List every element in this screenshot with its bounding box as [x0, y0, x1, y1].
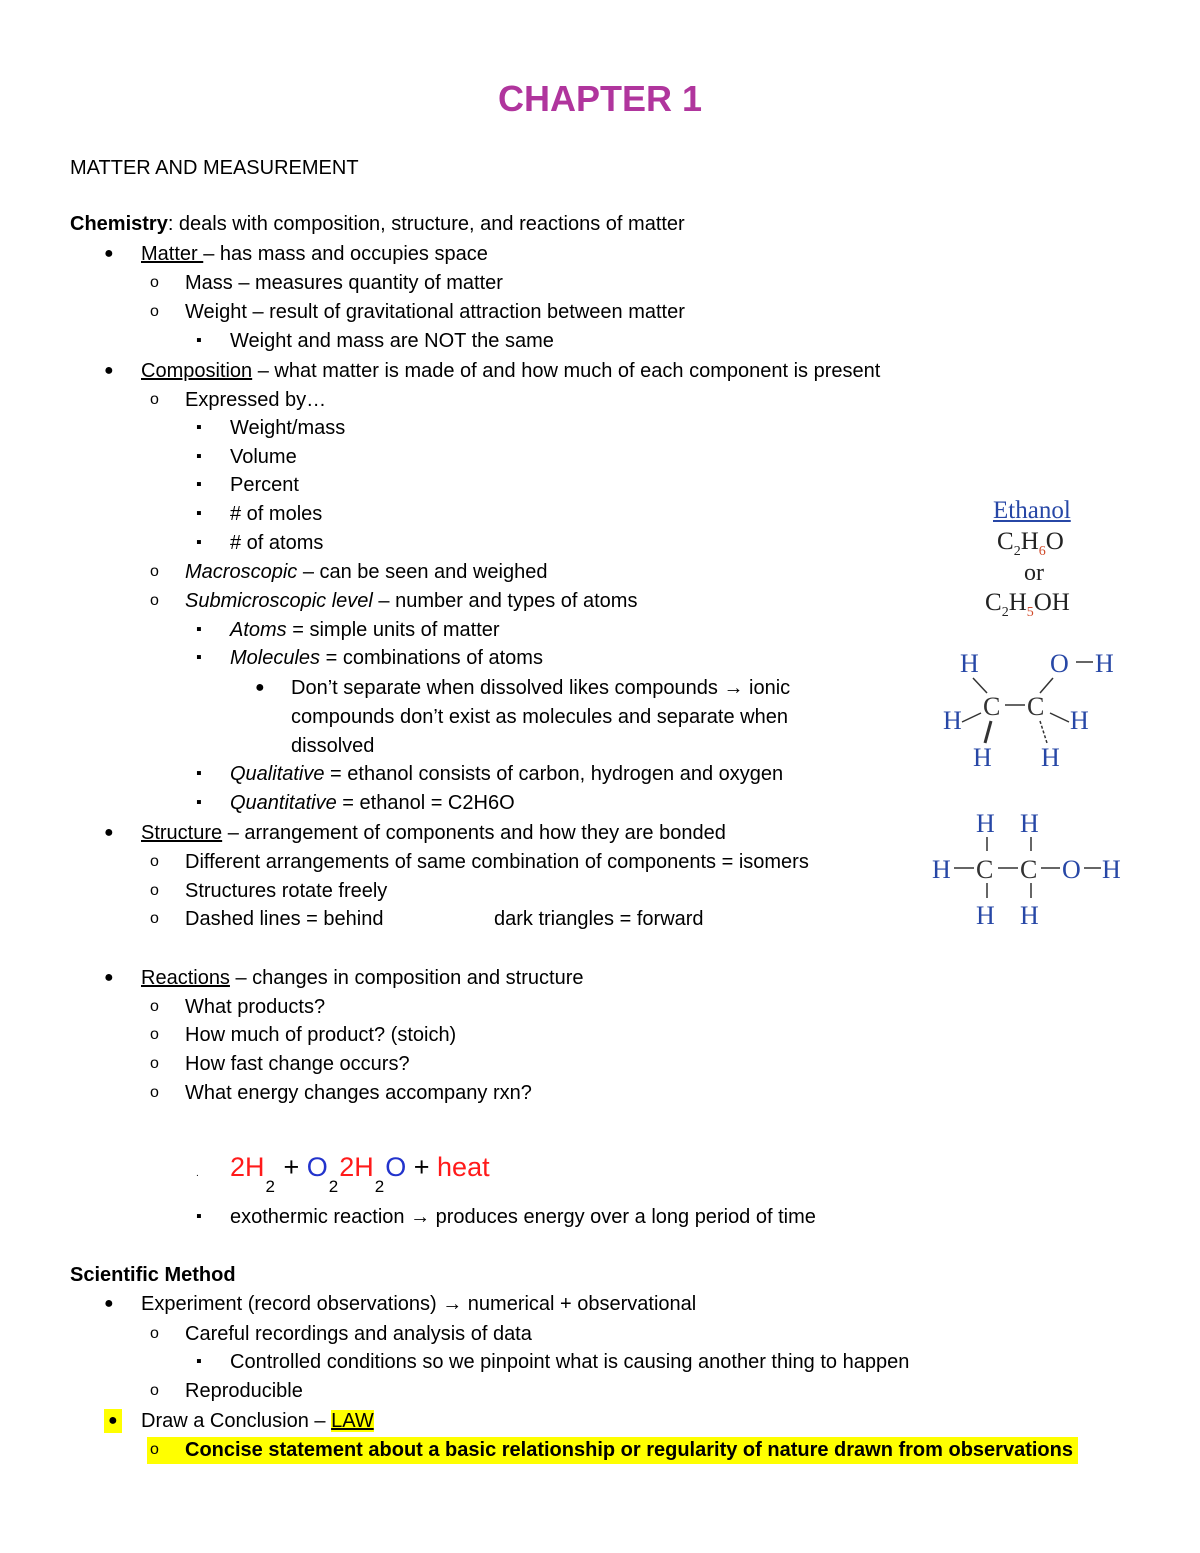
circle-bullet-icon: o — [150, 882, 159, 899]
triangles-item: dark triangles = forward — [494, 908, 704, 930]
chemistry-definition — [70, 212, 685, 236]
atom-c: C — [983, 692, 1001, 721]
conclusion-label: Draw a Conclusion – — [141, 1410, 332, 1432]
list-item: Percent — [230, 474, 299, 496]
atom-c: C — [1027, 692, 1045, 721]
circle-bullet-icon: o — [150, 592, 159, 609]
square-bullet-icon: ▪ — [196, 621, 202, 638]
bond — [1040, 678, 1053, 693]
isomers-item: Different arrangements of same combination of components = isomers — [185, 851, 809, 873]
list-item: Volume — [230, 446, 297, 468]
atom-h: H — [976, 901, 995, 930]
bullet-icon: ● — [104, 245, 114, 262]
atoms-def: = simple units of matter — [286, 619, 500, 641]
bullet-icon: ● — [255, 679, 265, 696]
square-bullet-icon: ▪ — [196, 649, 202, 666]
bond — [1050, 713, 1069, 722]
square-bullet-icon: ▪ — [196, 765, 202, 782]
matter-def: – has mass and occupies space — [203, 243, 488, 265]
macroscopic-def: – can be seen and weighed — [297, 561, 548, 583]
page-title: CHAPTER 1 — [497, 78, 703, 119]
eq-sub: 2 — [374, 1177, 385, 1197]
list-item: Weight/mass — [230, 417, 346, 439]
mass-item: Mass – measures quantity of matter — [185, 272, 503, 294]
list-item: # of atoms — [230, 532, 324, 554]
qualitative-term: Qualitative — [230, 763, 325, 785]
atom-h: H — [1020, 809, 1039, 838]
reactions-item — [141, 966, 583, 990]
atom-c: C — [976, 855, 994, 884]
f2-oh: OH — [1033, 589, 1070, 616]
dashed-bond — [1040, 721, 1047, 743]
quantitative-term: Quantitative — [230, 792, 337, 814]
section-heading-matter-measurement: MATTER AND MEASUREMENT — [70, 157, 359, 179]
circle-bullet-icon: o — [150, 1026, 159, 1043]
atoms-term: Atoms — [230, 619, 287, 641]
atom-o: O — [1050, 649, 1069, 678]
chemistry-def: : deals with composition, structure, and reactions of matter — [167, 213, 685, 235]
quantitative-item — [230, 791, 515, 815]
atom-h: H — [1102, 855, 1121, 884]
experiment-item: Experiment (record observations) → numerical + observational — [141, 1293, 697, 1315]
f1-c: C — [997, 528, 1014, 555]
exothermic-item: exothermic reaction → produces energy over a long period of time — [230, 1206, 816, 1228]
controlled-item: Controlled conditions so we pinpoint what is causing another thing to happen — [230, 1351, 910, 1373]
circle-bullet-icon: o — [150, 1084, 159, 1101]
dissolve-line-3: dissolved — [291, 735, 375, 757]
atom-h: H — [976, 809, 995, 838]
composition-item — [141, 359, 880, 383]
eq-oxygen: O — [306, 1152, 328, 1182]
structure-item — [141, 821, 726, 845]
f2-c: C — [985, 589, 1002, 616]
expressed-by: Expressed by… — [185, 389, 327, 411]
eq-sub: 2 — [265, 1177, 275, 1197]
bullet-icon: ● — [104, 362, 114, 379]
atom-c: C — [1020, 855, 1038, 884]
dissolve-line-2: compounds don’t exist as molecules and separate when — [291, 706, 788, 728]
submicroscopic-term: Submicroscopic level — [185, 590, 373, 612]
law-term: LAW — [331, 1410, 374, 1432]
eq-water-o: O — [385, 1152, 407, 1182]
ethanol-formula-1 — [997, 528, 1064, 560]
square-bullet-icon: ▪ — [196, 1208, 202, 1225]
conclusion-item — [141, 1409, 374, 1433]
square-bullet-icon: ▪ — [196, 794, 202, 811]
f2-h: H — [1008, 589, 1027, 616]
list-item: How fast change occurs? — [185, 1053, 410, 1075]
weight-note: Weight and mass are NOT the same — [230, 330, 554, 352]
dashed-item: Dashed lines = behind — [185, 908, 384, 930]
circle-bullet-icon: o — [150, 998, 159, 1015]
square-bullet-icon: ▪ — [196, 448, 202, 465]
macroscopic-item — [185, 560, 547, 584]
chemistry-term: Chemistry — [70, 213, 168, 235]
concise-item: Concise statement about a basic relationship or regularity of nature drawn from observations — [185, 1439, 1073, 1461]
reaction-equation — [230, 1152, 490, 1197]
circle-bullet-icon: o — [150, 303, 159, 320]
ethanol-3d-structure-figure — [935, 645, 1125, 775]
qualitative-def: = ethanol consists of carbon, hydrogen and oxygen — [324, 763, 784, 785]
f1-h: H — [1020, 528, 1039, 555]
square-bullet-icon: ▪ — [196, 476, 202, 493]
circle-bullet-icon: o — [150, 1055, 159, 1072]
atom-h: H — [1095, 649, 1114, 678]
circle-bullet-icon: o — [150, 853, 159, 870]
quantitative-def: = ethanol = C2H6O — [336, 792, 515, 814]
macroscopic-term: Macroscopic — [185, 561, 298, 583]
small-bullet-icon: . — [196, 1168, 199, 1179]
circle-bullet-icon: o — [150, 910, 159, 927]
atom-h: H — [1020, 901, 1039, 930]
list-item: # of moles — [230, 503, 323, 525]
bullet-icon: ● — [104, 1295, 114, 1312]
molecules-item — [230, 646, 543, 670]
f2-sub: 5 — [1026, 605, 1034, 620]
qualitative-item — [230, 762, 783, 786]
molecules-def: = combinations of atoms — [320, 647, 543, 669]
bullet-icon: ● — [104, 969, 114, 986]
f1-sub: 6 — [1038, 544, 1046, 559]
molecules-term: Molecules — [230, 647, 321, 669]
eq-h2-coef: 2H — [230, 1152, 265, 1182]
weight-item: Weight – result of gravitational attraction between matter — [185, 301, 685, 323]
circle-bullet-icon: o — [150, 274, 159, 291]
ethanol-label: Ethanol — [993, 497, 1071, 524]
square-bullet-icon: ▪ — [196, 1353, 202, 1370]
circle-bullet-icon: o — [150, 391, 159, 408]
wedge-bond — [985, 721, 991, 743]
eq-water-h: 2H — [339, 1152, 374, 1182]
bond — [973, 678, 987, 693]
ethanol-flat-structure-figure — [930, 805, 1130, 930]
atom-h: H — [960, 649, 979, 678]
or-label: or — [1024, 560, 1044, 586]
eq-heat: heat — [437, 1152, 490, 1182]
atom-o: O — [1062, 855, 1081, 884]
f1-o: O — [1045, 528, 1064, 555]
eq-plus: + — [406, 1152, 438, 1182]
eq-sub: 2 — [328, 1177, 339, 1197]
list-item: What energy changes accompany rxn? — [185, 1082, 532, 1104]
circle-bullet-icon: o — [150, 1441, 159, 1458]
atom-h: H — [1041, 743, 1060, 772]
composition-def: – what matter is made of and how much of each component is present — [252, 360, 881, 382]
dissolve-line-1: Don’t separate when dissolved likes compounds → ionic — [291, 677, 791, 699]
circle-bullet-icon: o — [150, 1325, 159, 1342]
eq-plus: + — [275, 1152, 307, 1182]
f1-sub: 2 — [1013, 544, 1021, 559]
reproducible-item: Reproducible — [185, 1380, 303, 1402]
bond — [962, 713, 981, 722]
square-bullet-icon: ▪ — [196, 332, 202, 349]
bullet-icon: ● — [104, 824, 114, 841]
square-bullet-icon: ▪ — [196, 419, 202, 436]
f2-sub: 2 — [1001, 605, 1009, 620]
submicroscopic-item — [185, 589, 637, 613]
structure-term: Structure — [141, 822, 223, 844]
atoms-item — [230, 618, 500, 642]
circle-bullet-icon: o — [150, 1382, 159, 1399]
atom-h: H — [943, 706, 962, 735]
careful-item: Careful recordings and analysis of data — [185, 1323, 532, 1345]
list-item: What products? — [185, 996, 326, 1018]
reactions-def: – changes in composition and structure — [229, 967, 584, 989]
bullet-icon: ● — [104, 1409, 122, 1433]
submicroscopic-def: – number and types of atoms — [372, 590, 638, 612]
list-item: How much of product? (stoich) — [185, 1024, 457, 1046]
matter-item — [141, 242, 488, 266]
matter-term: Matter — [141, 243, 204, 265]
atom-h: H — [973, 743, 992, 772]
square-bullet-icon: ▪ — [196, 505, 202, 522]
atom-h: H — [932, 855, 951, 884]
square-bullet-icon: ▪ — [196, 534, 202, 551]
ethanol-formula-2 — [985, 589, 1070, 621]
structure-def: – arrangement of components and how they are bonded — [222, 822, 726, 844]
circle-bullet-icon: o — [150, 563, 159, 580]
atom-h: H — [1070, 706, 1089, 735]
rotate-item: Structures rotate freely — [185, 880, 388, 902]
composition-term: Composition — [141, 360, 253, 382]
scientific-method-heading: Scientific Method — [70, 1264, 236, 1286]
reactions-term: Reactions — [141, 967, 230, 989]
